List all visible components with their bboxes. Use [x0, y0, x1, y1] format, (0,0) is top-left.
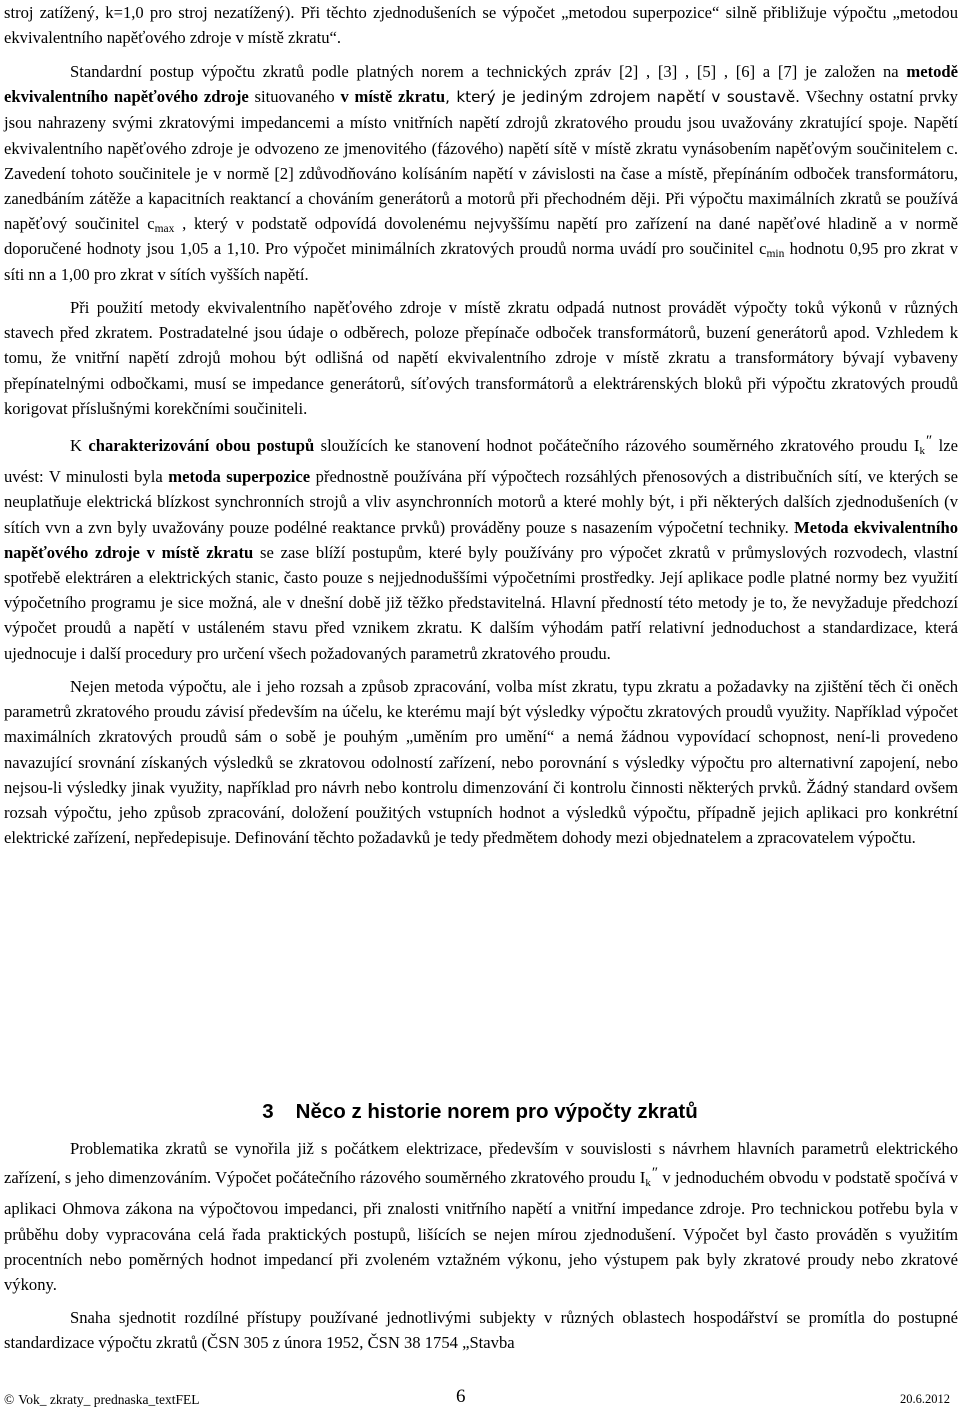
- page-footer: [4, 1386, 950, 1412]
- page-number: 6: [456, 1386, 466, 1407]
- short-circuit-current-symbol: $I_k''$: [913, 433, 933, 457]
- paragraph-characterization: K charakterizování obou postupů sloužících ke stanovení hodnot počátečního rázového souměrného zkratového proudu $I_k''$ lze uvést: V minulosti byla metoda superpozice přednostně používána pří výpočtech rozsáhlých přenosových a distribučních sítí, ve kterých se neuplatňuje elektrická blízkost synchronních strojů a vliv asynchronních motorů a které mohly být, i při některých dalších zjednodušeních (v sítích vvn a zvn byly uvažovány pouze podélné reaktance prvků) prováděny pouze s nasazením výpočetní techniky. Metoda ekvivalentního napěťového zdroje v místě zkratu se zase blíží postupům, které byly používány pro výpočet zkratů v průmyslových rozvodech, vlastní spotřebě elektráren a elektrických stanic, často pouze s nejjednoduššími výpočetními prostředky. Její aplikace podle platné normy bez využití výpočetního programu je sice možná, ale v dnešní době již těžko představitelná. Hlavní předností této metody je to, že nevyžaduje předchozí výpočet proudů a napětí v ustáleném stavu před vznikem zkratu. K dalším výhodám patří relativní jednoduchost a standardizace, která ujednocuje i další procedury pro určení všech požadovaných parametrů zkratového proudu.: [4, 433, 958, 663]
- paragraph-scope: Nejen metoda výpočtu, ale i jeho rozsah a způsob zpracování, volba míst zkratu, typu zkratu a požadavky na zjištění těch či oněch parametrů zkratového proudu závisí především na účelu, ke kterému mají být výsledky výpočtu zkratových proudů využity. Například výpočet maximálních zkratových proudů sám o sobě je pouhým „uměním pro umění“ a nemá žádnou vypovídací schopnost, není-li provedeno navazující srovnání získaných výsledků se zkratovou odolností zařízení, nebo porovnání s výsledky výpočtu pro alternativní zapojení, nebo nejsou-li výsledky jinak využity, například pro návrh nebo kontrolu dimenzování či kontrolu činnosti některých prvků. Žádný standard ovšem rozsah výpočtu, jeho způsob zpracování, doložení použitých vstupních hodnot a výsledků výpočtu, případně jejich aplikaci pro konkrétní elektrické zařízení, nepředepisuje. Definování těchto požadavků je tedy předmětem dohody mezi objednatelem a zpracovatelem výpočtu.: [4, 677, 958, 848]
- section-heading: 3 Něco z historie norem pro výpočty zkratů: [262, 1100, 698, 1123]
- footer-date: 20.6.2012: [900, 1392, 950, 1406]
- short-circuit-current-symbol: $I_k''$: [639, 1165, 659, 1190]
- paragraph-standardization: Snaha sjednotit rozdílné přístupy používané jednotlivými subjekty v různých oblastech hospodářství se promítla do postupné standardizace výpočtu zkratů (ČSN 305 z února 1952, ČSN 38 1754 „Stavba: [4, 1308, 958, 1353]
- paragraph-equivalent-source-use: Při použití metody ekvivalentního napěťového zdroje v místě zkratu odpadá nutnost provádět výpočty toků výkonů v různých stavech před zkratem. Postradatelné jsou údaje o odběrech, poloze přepínače odboček transformátorů, buzení generátorů apod. Vzhledem k tomu, že vnitřní napětí zdrojů mohou být odlišná od napětí ekvivalentního zdroje v místě zkratu a transformátory bývají vybaveny přepínatelnými odbočkami, musí se impedance generátorů, síťových transformátorů a elektrárenských bloků při výpočtu zkratových proudů korigovat příslušnými korekčními součiniteli.: [4, 298, 958, 418]
- copyright-icon: ©: [4, 1392, 15, 1407]
- paragraph-intro: stroj zatížený, k=1,0 pro stroj nezatížený). Při těchto zjednodušeních se výpočet „metodou superpozice“ silně přibližuje výpočtu „metodou ekvivalentního napěťového zdroje v místě zkratu“.: [4, 3, 958, 48]
- footer-document-name: © Vok_ zkraty_ prednaska_textFEL: [4, 1392, 200, 1407]
- paragraph-standard-method: Standardní postup výpočtu zkratů podle platných norem a technických zpráv [2] , [3] , [5] , [6] a [7] je založen na metodě ekvivalentního napěťového zdroje situovaného v místě zkratu, který je jediným zdrojem napětí v soustavě. Všechny ostatní prvky jsou nahrazeny svými zkratovými impedancemi a místo vnitřních napětí zdrojů zkratového proudu jsou uvažovány zkratující spoje. Napětí ekvivalentního napěťového zdroje je odvozeno ze jmenovitého (fázového) napětí sítě v místě zkratu vynásobením napěťovým součinitelem c. Zavedení tohoto součinitele je v normě [2] zdůvodňováno kolísáním napětí v závislosti na čase a místě, přepínáním odboček transformátoru, zanedbáním zátěže a kapacitních reaktancí a chováním generátorů a motorů při přechodném ději. Při výpočtu maximálních zkratů se používá napěťový součinitel $c_{max}$ , který v podstatě odpovídá dovolenému nejvyššímu napětí pro zařízení na dané napěťové hladině a v normě doporučené hodnoty jsou 1,05 a 1,10. Pro výpočet minimálních zkratových proudů norma uvádí pro součinitel $c_{min}$ hodnotu 0,95 pro zkrat v síti nn a 1,00 pro zkrat v sítích vyšších napětí.: [4, 62, 958, 284]
- paragraph-history: Problematika zkratů se vynořila již s počátkem elektrizace, především v souvislosti s návrhem hlavních parametrů elektrického zařízení, s jeho dimenzováním. Výpočet počátečního rázového souměrného zkratového proudu $I_k''$ v jednoduchém obvodu v podstatě spočívá v aplikaci Ohmova zákona na výpočtovou impedanci, při znalosti vnitřního napětí a vnitřní impedance zdroje. Pro technickou potřebu byla v průběhu doby vypracována celá řada praktických postupů, lišících se nejen mírou zjednodušení. Výpočet byl často prováděn s využitím procentních nebo poměrných hodnot impedancí při zvoleném vztažném výkonu, jeho výstupem pak byly zkratové proudy nebo zkratové výkony.: [4, 1139, 959, 1295]
